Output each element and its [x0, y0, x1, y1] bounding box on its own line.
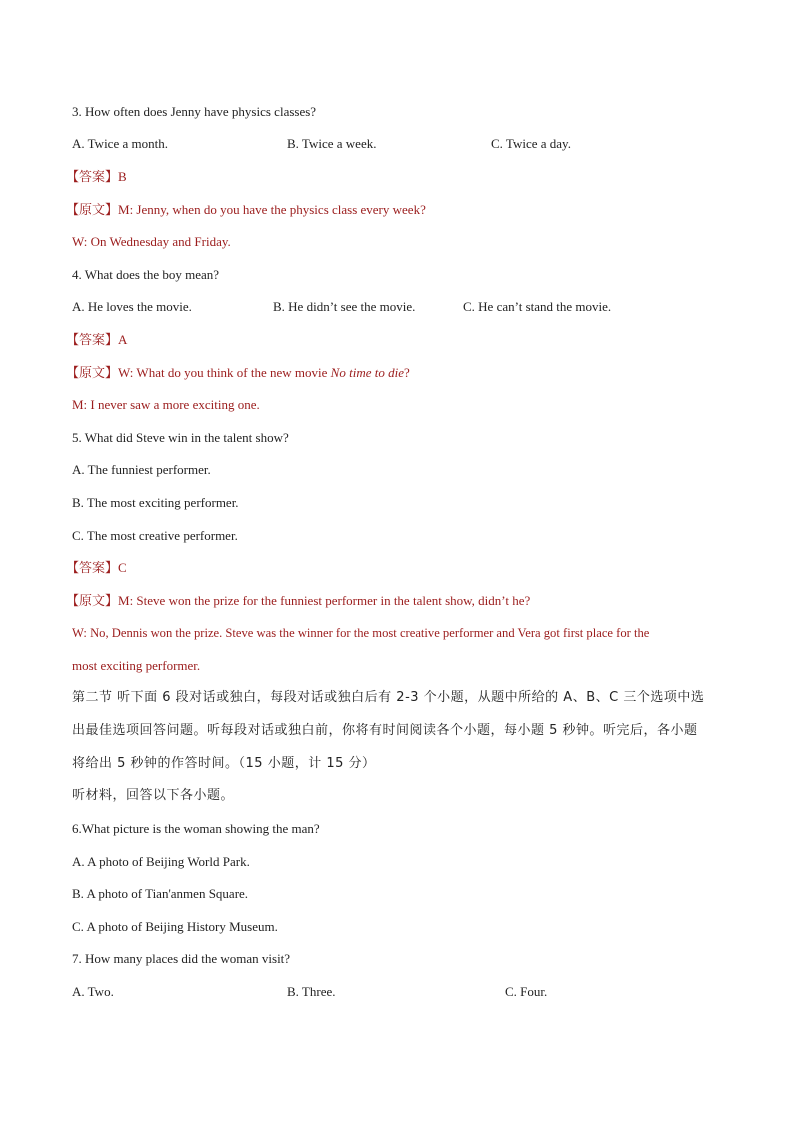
q3-option-b: B. Twice a week. [287, 136, 377, 151]
section-2-line-2: 出最佳选项回答问题。听每段对话或独白前，你将有时间阅读各个小题，每小题 5 秒钟。听完后，各小题 [72, 723, 698, 738]
q5-transcript-3: most exciting performer. [72, 658, 201, 673]
q3-option-a: A. Twice a month. [72, 136, 168, 151]
q3-answer-line [66, 168, 127, 187]
q7-option-b: B. Three. [287, 984, 336, 999]
q5-answer-label: 【答案】 [66, 561, 119, 576]
question-5: 5. What did Steve win in the talent show? [72, 430, 289, 445]
question-4: 4. What does the boy mean? [72, 267, 220, 282]
q5-answer-line [66, 559, 127, 578]
section-2-intro: 听材料，回答以下各小题。 [72, 788, 235, 803]
q4-movie-title: No time to die [330, 365, 404, 380]
q4-answer-line [66, 331, 127, 350]
q4-answer-label: 【答案】 [66, 333, 119, 348]
q4-option-a: A. He loves the movie. [72, 299, 192, 314]
q4-transcript-prefix: W: What do you think of the new movie [118, 365, 331, 380]
q4-transcript-line-1 [66, 364, 410, 383]
q5-transcript-2: W: No, Dennis won the prize. Steve was the winner for the most creative performer and Vera got first place for the [72, 626, 650, 640]
q6-option-a: A. A photo of Beijing World Park. [72, 854, 250, 869]
q5-transcript-line-1 [66, 592, 530, 611]
q6-option-c: C. A photo of Beijing History Museum. [72, 919, 278, 934]
q5-transcript-1: M: Steve won the prize for the funniest performer in the talent show, didn’t he? [118, 593, 531, 608]
q7-option-c: C. Four. [505, 984, 548, 999]
q7-option-a: A. Two. [72, 984, 114, 999]
q5-answer: C [118, 560, 127, 575]
section-2-line-3: 将给出 5 秒钟的作答时间。（15 小题，计 15 分） [72, 756, 376, 771]
q4-source-label: 【原文】 [66, 366, 119, 381]
q5-option-b: B. The most exciting performer. [72, 495, 239, 510]
question-6: 6.What picture is the woman showing the man? [72, 821, 320, 836]
q6-option-b: B. A photo of Tian'anmen Square. [72, 886, 249, 901]
q5-option-c: C. The most creative performer. [72, 528, 238, 543]
q5-source-label: 【原文】 [66, 594, 119, 609]
q3-transcript-1: M: Jenny, when do you have the physics class every week? [118, 202, 426, 217]
q3-transcript-2: W: On Wednesday and Friday. [72, 234, 231, 249]
question-7: 7. How many places did the woman visit? [72, 951, 291, 966]
section-2-line-1: 第二节 听下面 6 段对话或独白，每段对话或独白后有 2-3 个小题，从题中所给的 A、B、C 三个选项中选 [72, 690, 705, 705]
q3-transcript-line-1 [66, 201, 426, 220]
q4-option-b: B. He didn’t see the movie. [273, 299, 416, 314]
q4-option-c: C. He can’t stand the movie. [463, 299, 612, 314]
q4-transcript-suffix: ? [403, 365, 410, 380]
q3-option-c: C. Twice a day. [491, 136, 571, 151]
q4-answer: A [118, 332, 128, 347]
question-3: 3. How often does Jenny have physics classes? [72, 104, 317, 119]
q5-option-a: A. The funniest performer. [72, 462, 211, 477]
q4-transcript-2: M: I never saw a more exciting one. [72, 397, 260, 412]
q3-answer-label: 【答案】 [66, 170, 119, 185]
q3-answer: B [118, 169, 127, 184]
q3-source-label: 【原文】 [66, 203, 119, 218]
